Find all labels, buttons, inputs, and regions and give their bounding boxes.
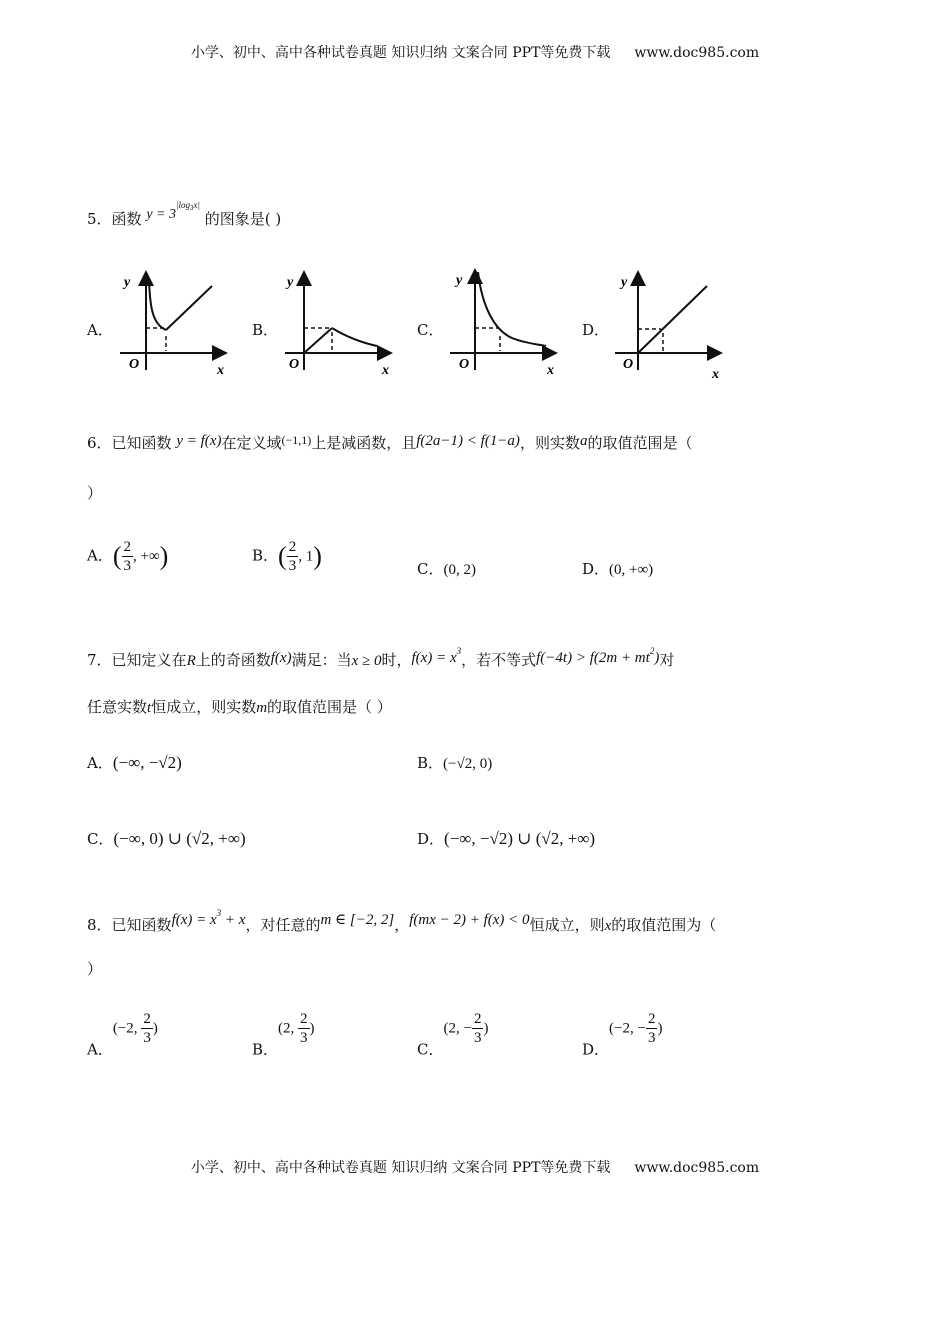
q5-text-end: 的图象是( ) <box>204 210 282 228</box>
x-label: x <box>382 363 389 378</box>
q6-formula-2: (−1,1) <box>281 433 312 447</box>
q5-option-b-label[interactable]: B． <box>252 321 279 339</box>
q7-option-b[interactable]: B．(−√2, 0) <box>417 754 493 772</box>
q5-option-a-label[interactable]: A． <box>87 321 113 339</box>
origin-label: O <box>459 357 470 372</box>
header-text: 小学、初中、高中各种试卷真题 知识归纳 文案合同 PPT等免费下载 <box>190 45 611 61</box>
q5-graph-b <box>277 266 397 378</box>
q6-option-d[interactable]: D．(0, +∞) <box>582 560 654 578</box>
question-5 <box>87 200 281 229</box>
line-branch <box>304 328 332 353</box>
q6-option-c[interactable]: C．(0, 2) <box>417 560 476 578</box>
footer-text: 小学、初中、高中各种试卷真题 知识归纳 文案合同 PPT等免费下载 <box>190 1160 611 1176</box>
q8-option-c[interactable]: C．(2, − $\frac{2}{3}$ ) <box>417 1011 489 1059</box>
question-8: 8．已知函数$f(x) = x^3 + x$，对任意的m ∈ [−2, 2]，f(mx − 2) + f(x) < 0恒成立，则x的取值范围为（ <box>87 908 717 934</box>
q5-graph-a <box>112 266 232 378</box>
origin-label: O <box>623 357 634 372</box>
header-site: www.doc985.com <box>634 45 760 61</box>
question-7-line-2: 任意实数t恒成立，则实数m的取值范围是（ ） <box>87 698 392 716</box>
curve <box>149 280 166 330</box>
q6-formula-1: y = f(x) <box>176 433 222 449</box>
line <box>638 286 707 353</box>
y-label: y <box>456 273 463 288</box>
q6-formula-3: f(2a−1) < f(1−a) <box>416 433 520 449</box>
q7-option-c[interactable]: C．(−∞, 0) ∪ (√2, +∞) <box>87 829 246 848</box>
question-7: 7．已知定义在R上的奇函数f(x)满足：当x ≥ 0时，$f(x) = x^3$，若不等式$f(-4t) > f(2m + mt^2)$对 <box>87 646 675 669</box>
q7-option-a[interactable]: A．(−∞, −√2) <box>87 753 182 772</box>
line-branch <box>166 286 212 330</box>
q8-close-paren: ） <box>87 960 103 978</box>
footer-site: www.doc985.com <box>634 1160 760 1176</box>
q5-formula: $y = 3^{|log_3x|}$ <box>146 200 200 222</box>
q8-option-a[interactable]: A．(−2, $\frac{2}{3}$ ) <box>87 1011 158 1059</box>
x-label: x <box>217 363 224 378</box>
y-label: y <box>124 275 131 290</box>
page-footer <box>0 1157 950 1177</box>
q6-option-a[interactable]: A．( $\frac{2}{3}$ , +∞) <box>87 539 169 574</box>
curve <box>478 272 546 346</box>
q5-graph-c <box>442 266 562 378</box>
q8-option-b[interactable]: B．(2, $\frac{2}{3}$ ) <box>252 1011 315 1059</box>
q5-graph-d <box>607 266 727 378</box>
q5-number: 5． <box>87 210 112 228</box>
q5-option-d-label[interactable]: D． <box>582 321 610 339</box>
origin-label: O <box>289 357 300 372</box>
y-label: y <box>621 275 628 290</box>
origin-label: O <box>129 357 140 372</box>
question-6: 6．已知函数 y = f(x)在定义域$^{(-1,1)}$上是减函数，且f(2a−1) < f(1−a)，则实数a的取值范围是（ <box>87 433 693 452</box>
page-header <box>0 42 950 62</box>
curve <box>332 328 377 346</box>
q6-option-b[interactable]: B．( $\frac{2}{3}$ , 1) <box>252 539 322 574</box>
q5-text: 函数 <box>111 210 142 228</box>
x-label: x <box>712 367 719 378</box>
q7-option-d[interactable]: D．(−∞, −√2) ∪ (√2, +∞) <box>417 829 596 848</box>
q5-option-c-label[interactable]: C． <box>417 321 444 339</box>
y-label: y <box>287 275 294 290</box>
q6-close-paren: ） <box>87 484 103 502</box>
q8-option-d[interactable]: D．(−2, − $\frac{2}{3}$ ) <box>582 1011 663 1059</box>
x-label: x <box>547 363 554 378</box>
